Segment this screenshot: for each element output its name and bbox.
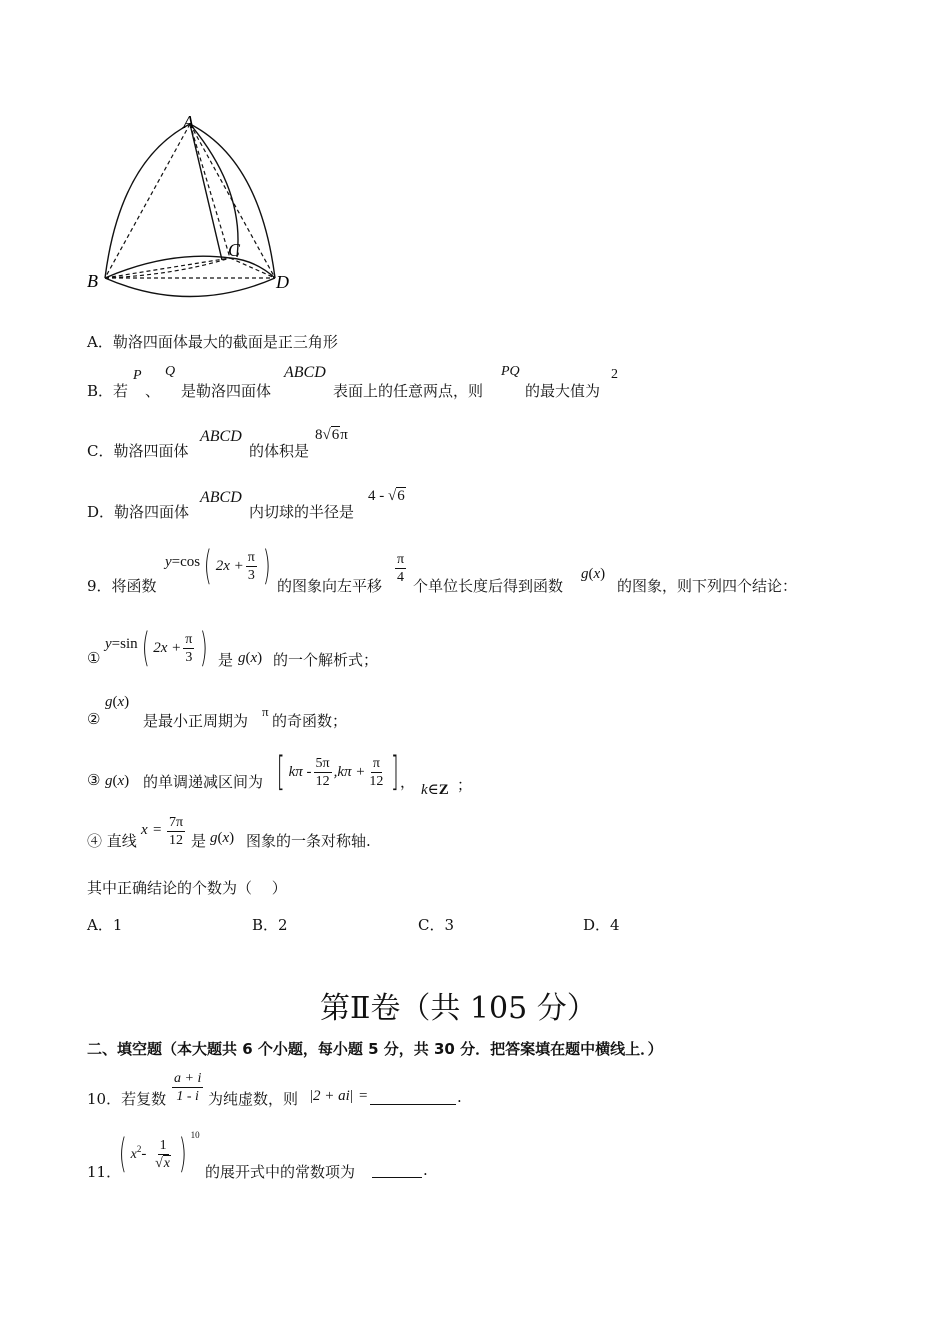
c3-gx: g(x) bbox=[105, 773, 130, 789]
q9-gx: g(x) bbox=[581, 566, 606, 582]
q10-prefix: 10．若复数 bbox=[87, 1090, 167, 1108]
q9-pi-over-4: $\frac{\pi}{4}$ bbox=[397, 552, 405, 585]
q9-func-eq: =cos bbox=[171, 554, 201, 570]
c3-semi: ； bbox=[457, 776, 473, 794]
q8-b-p: P bbox=[133, 368, 142, 383]
c1-gx: g(x) bbox=[238, 650, 263, 666]
q8-d-value: 4 - bbox=[368, 488, 385, 504]
q8-c-volume bbox=[315, 427, 348, 444]
q9-mid2: 个单位长度后得到函数 bbox=[413, 577, 564, 595]
q9-func-arg: 2x + bbox=[215, 558, 244, 574]
q10-end: . bbox=[457, 1088, 462, 1106]
q9-function bbox=[165, 543, 274, 589]
c4-gx: g(x) bbox=[210, 830, 235, 846]
c3-comma: ， bbox=[400, 773, 416, 791]
q11-answer-blank[interactable] bbox=[372, 1165, 422, 1178]
c4-text2: 图象的一条对称轴. bbox=[246, 832, 371, 850]
edge-cd bbox=[230, 258, 275, 278]
c2-gx: g(x) bbox=[105, 694, 130, 710]
c2-pi: π bbox=[262, 704, 269, 719]
c3-interval: [ kπ - $\frac{5\pi}{12}$ ,kπ + $\frac{\pi}{12}$ ] bbox=[276, 749, 400, 795]
reuleaux-tetrahedron-figure bbox=[80, 110, 310, 300]
c3-mark: ③ bbox=[87, 771, 101, 789]
q11-text: 的展开式中的常数项为 bbox=[205, 1163, 356, 1181]
edge-ab bbox=[105, 124, 190, 278]
c2-mark: ② bbox=[87, 710, 101, 728]
q9-choice-c: C．3 bbox=[418, 916, 455, 934]
q8-b-prefix: B．若 bbox=[87, 382, 129, 400]
q11-expression: ( $x^2-$ $\frac{1}{√x}$ ) $^{10}$ bbox=[118, 1130, 200, 1177]
c3-text: 的单调递减区间为 bbox=[143, 773, 264, 791]
c2-text: 是最小正周期为 bbox=[143, 712, 249, 730]
edge-ac bbox=[190, 124, 230, 258]
c1-text2: 的一个解析式； bbox=[273, 651, 379, 669]
section-heading: 二、填空题（本大题共 6 个小题，每小题 5 分，共 30 分．把答案填在题中横线上．） bbox=[87, 1040, 663, 1058]
c4-text1: 是 bbox=[191, 832, 207, 850]
q8-c-sqrt-sign: √ bbox=[322, 427, 331, 443]
q9-question: 其中正确结论的个数为（ ） bbox=[87, 879, 287, 897]
c4-x: x bbox=[141, 822, 148, 838]
q9-paren-right: ) bbox=[262, 543, 271, 589]
q8-d-prefix: D．勒洛四面体 bbox=[87, 503, 190, 521]
q10-fraction: $\frac{a + i}{1 - i}$ bbox=[174, 1071, 202, 1104]
q8-c-abcd: ABCD bbox=[200, 428, 242, 445]
q8-d-radicand: 6 bbox=[397, 488, 405, 504]
q8-b-end: 的最大值为 bbox=[525, 382, 601, 400]
c1-function: y=sin( 2x + $\frac{\pi}{3}$ ) bbox=[105, 625, 209, 671]
c4-eq: = bbox=[153, 822, 162, 838]
q9-func-y: y bbox=[165, 554, 172, 570]
c1-mark: ① bbox=[87, 649, 101, 667]
q8-b-abcd: ABCD bbox=[284, 364, 326, 381]
q8-d-radius bbox=[368, 488, 406, 505]
arc-ac bbox=[190, 124, 238, 257]
c2-text2: 的奇函数； bbox=[272, 712, 348, 730]
q8-b-mid2: 表面上的任意两点，则 bbox=[333, 382, 484, 400]
q9-pi-over-3: $\frac{\pi}{3}$ bbox=[247, 549, 255, 583]
q9-choice-d: D．4 bbox=[583, 916, 620, 934]
arc-bd bbox=[105, 278, 275, 297]
c1-text1: 是 bbox=[218, 651, 234, 669]
q8-c-coef: 8 bbox=[315, 427, 323, 443]
q8-c-prefix: C．勒洛四面体 bbox=[87, 442, 189, 460]
q9-end: 的图象，则下列四个结论： bbox=[617, 577, 798, 595]
q10-mid: 为纯虚数，则 bbox=[208, 1090, 299, 1108]
q9-choice-a: A．1 bbox=[87, 916, 123, 934]
arc-bc bbox=[105, 256, 230, 278]
part2-title: 第Ⅱ卷（共 105 分） bbox=[320, 991, 597, 1026]
q8-option-a: A．勒洛四面体最大的截面是正三角形 bbox=[87, 333, 338, 351]
q11-dot: . bbox=[423, 1161, 428, 1179]
q8-b-mid: 是勒洛四面体 bbox=[181, 382, 272, 400]
q8-b-pq: PQ bbox=[501, 364, 520, 379]
label-c: C bbox=[228, 240, 241, 260]
q9-stem bbox=[87, 543, 847, 596]
q9-choice-b: B．2 bbox=[252, 916, 288, 934]
c4-frac: $\frac{7\pi}{12}$ bbox=[169, 815, 184, 848]
q9-paren-left: ( bbox=[204, 543, 212, 589]
q8-b-sep: 、 bbox=[145, 382, 161, 400]
label-d: D bbox=[276, 272, 289, 292]
q10-eq: = bbox=[359, 1088, 368, 1104]
label-b: B bbox=[87, 271, 98, 291]
c3-kz: k∈Z bbox=[421, 782, 449, 798]
q8-b-q: Q bbox=[165, 364, 176, 379]
q11-prefix: 11． bbox=[87, 1163, 122, 1181]
q8-b-value: 2 bbox=[611, 367, 618, 382]
q8-d-mid: 内切球的半径是 bbox=[249, 503, 355, 521]
label-a: A bbox=[183, 112, 194, 132]
q8-c-mid: 的体积是 bbox=[249, 442, 310, 460]
q10-abs: |2 + ai| bbox=[310, 1088, 353, 1104]
c4-mark: ④ 直线 bbox=[87, 832, 137, 850]
q8-c-radicand: 6 bbox=[331, 427, 340, 443]
edge-bc bbox=[105, 258, 230, 278]
q8-d-sqrt-sign: √ bbox=[388, 488, 397, 504]
q9-prefix: 9．将函数 bbox=[87, 577, 157, 595]
q10-answer-blank[interactable] bbox=[370, 1092, 456, 1105]
q8-c-pi: π bbox=[340, 427, 348, 443]
q8-d-abcd: ABCD bbox=[200, 489, 242, 506]
q9-mid: 的图象向左平移 bbox=[277, 577, 383, 595]
